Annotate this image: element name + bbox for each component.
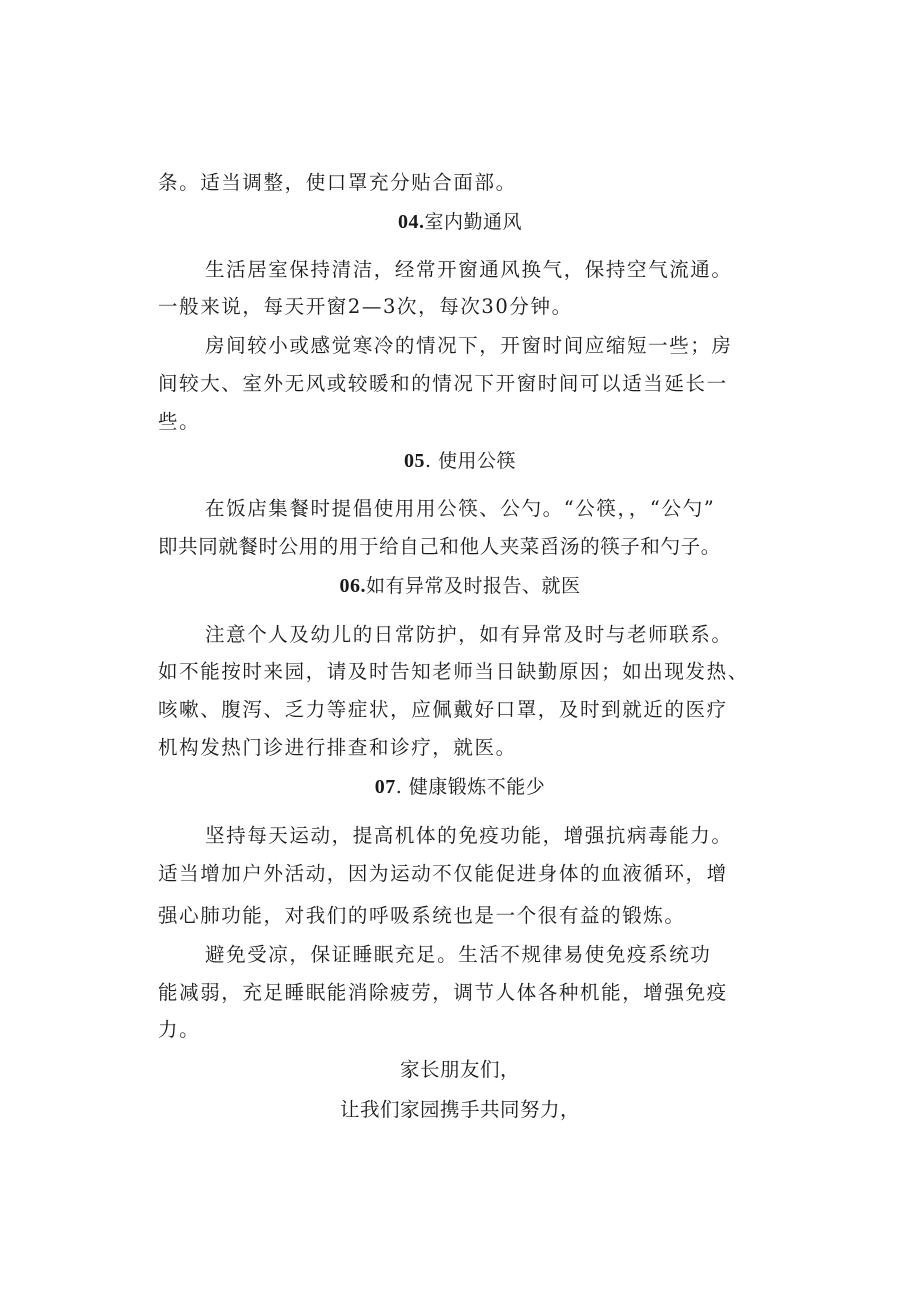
section-heading-07 — [0, 775, 920, 799]
heading-number: 07 — [374, 776, 396, 798]
body-text-line: 能减弱，充足睡眠能消除疲劳，调节人体各种机能，增强免疫 — [158, 981, 728, 1004]
body-text-line: 机构发热门诊进行排查和诊疗，就医。 — [158, 736, 517, 759]
heading-number: 06. — [339, 575, 366, 597]
body-text-line: 力。 — [158, 1018, 201, 1041]
body-text-line: 注意个人及幼儿的日常防护，如有异常及时与老师联系。 — [205, 623, 733, 646]
section-heading-04 — [0, 210, 920, 234]
heading-title: . 使用公筷 — [424, 450, 517, 472]
section-heading-05 — [0, 449, 920, 473]
body-text-line: 间较大、室外无风或较暖和的情况下开窗时间可以适当延长一 — [158, 372, 728, 395]
body-text-line: 生活居室保持清洁，经常开窗通风换气，保持空气流通。 — [205, 258, 733, 281]
section-heading-06 — [0, 574, 920, 598]
body-text-line: 些。 — [158, 410, 201, 433]
heading-title: 室内勤通风 — [424, 211, 522, 233]
body-text-line: 一般来说，每天开窗2—3次，每次30分钟。 — [158, 295, 573, 318]
heading-title: 如有异常及时报告、就医 — [365, 575, 581, 597]
body-text-line: 强心肺功能，对我们的呼吸系统也是一个很有益的锻炼。 — [158, 904, 686, 927]
body-text-line: 房间较小或感觉寒冷的情况下，开窗时间应缩短一些；房 — [205, 334, 733, 357]
body-text-line: 条。适当调整，使口罩充分贴合面部。 — [158, 171, 517, 194]
body-text-line: 坚持每天运动，提高机体的免疫功能，增强抗病毒能力。 — [205, 824, 733, 847]
body-text-line: 适当增加户外活动，因为运动不仅能促进身体的血液循环，增 — [158, 862, 728, 885]
heading-number: 05 — [403, 450, 425, 472]
body-text-line: 如不能按时来园，请及时告知老师当日缺勤原因；如出现发热、 — [158, 660, 749, 683]
body-text-line: 避免受凉，保证睡眠充足。生活不规律易使免疫系统功 — [205, 943, 712, 966]
body-text-line: 即共同就餐时公用的用于给自己和他人夹菜舀汤的筷子和勺子。 — [158, 535, 721, 558]
body-text-line: 在饭店集餐时提倡使用用公筷、公勺。“公筷，，“公勺” — [205, 497, 716, 520]
closing-line: 家长朋友们， — [399, 1058, 520, 1081]
body-text-line: 咳嗽、腹泻、乏力等症状，应佩戴好口罩，及时到就近的医疗 — [158, 698, 728, 721]
heading-title: . 健康锻炼不能少 — [395, 776, 546, 798]
closing-line: 让我们家园携手共同努力， — [339, 1098, 580, 1121]
heading-number: 04. — [397, 211, 425, 233]
